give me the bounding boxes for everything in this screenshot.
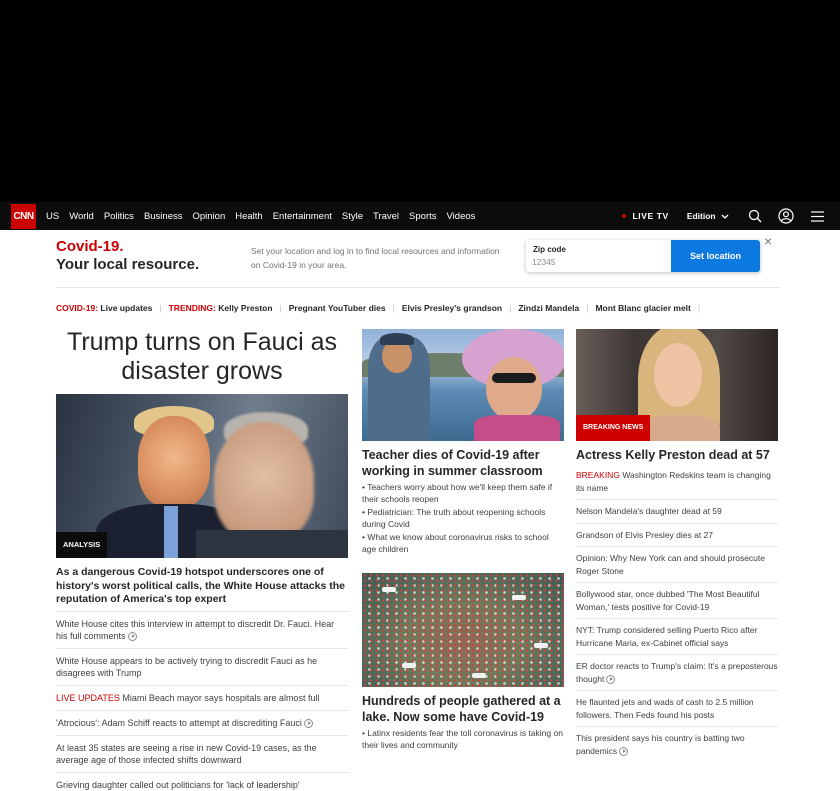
zip-code-label: Zip code: [533, 245, 566, 254]
list-item[interactable]: [576, 468, 778, 499]
list-item[interactable]: [56, 772, 348, 791]
nav-link-travel[interactable]: Travel: [373, 210, 400, 222]
live-updates-link[interactable]: Live updates: [100, 303, 153, 313]
top-story-column: [56, 326, 348, 791]
local-resource-banner: [56, 230, 780, 288]
menu-icon[interactable]: [809, 208, 825, 224]
nav-link-politics[interactable]: Politics: [103, 210, 134, 222]
play-video-icon: [619, 747, 628, 756]
lake-crowd-photo[interactable]: [362, 573, 564, 687]
list-item[interactable]: [576, 499, 778, 523]
photo-detail: [138, 416, 210, 508]
trump-fauci-photo[interactable]: [56, 394, 348, 558]
divider: |: [392, 303, 395, 313]
right-story-list: [576, 468, 778, 762]
nav-links: [46, 211, 485, 222]
trending-item[interactable]: Kelly Preston: [218, 303, 273, 313]
list-item[interactable]: [576, 726, 778, 762]
nav-link-videos[interactable]: Videos: [446, 210, 476, 222]
item-text: White House appears to be actively trying to discredit Fauci as he disagrees with Trump: [56, 655, 318, 678]
item-text: Miami Beach mayor says hospitals are almost full: [122, 692, 320, 703]
item-text: White House cites this interview in attempt to discredit Dr. Fauci. Hear his full comments: [56, 618, 335, 641]
set-location-button[interactable]: Set location: [671, 240, 760, 272]
photo-detail: [512, 595, 526, 600]
bullet-text: What we know about coronavirus risks to school age children: [362, 532, 549, 554]
list-item[interactable]: [56, 735, 348, 772]
kelly-preston-headline[interactable]: Actress Kelly Preston dead at 57: [576, 448, 770, 462]
teacher-photo[interactable]: [362, 329, 564, 441]
bullet-text: Latinx residents fear the toll coronavirus is taking on their lives and community: [362, 728, 563, 750]
trending-item[interactable]: Elvis Presley's grandson: [401, 303, 503, 313]
covid-label: COVID-19:: [56, 303, 99, 313]
divider: |: [697, 303, 701, 313]
banner-description: Set your location and log in to find local resources and information on Covid-19 in your area.: [251, 246, 500, 270]
account-icon[interactable]: [778, 208, 794, 224]
nav-link-style[interactable]: Style: [341, 210, 363, 222]
item-text: Nelson Mandela's daughter dead at 59: [576, 506, 722, 516]
trending-bar: [56, 303, 780, 313]
live-updates-label: LIVE UPDATES: [56, 692, 120, 703]
bullet-text: Teachers worry about how we'll keep them safe if their schools reopen: [362, 482, 553, 504]
item-text: Grandson of Elvis Presley dies at 27: [576, 529, 714, 540]
item-text: Opinion: Why New York can and should prosecute Roger Stone: [576, 553, 766, 576]
top-story-list: [56, 611, 348, 791]
item-text: Grieving daughter called out politicians for 'lack of leadership': [56, 779, 300, 790]
photo-detail: [472, 673, 486, 678]
kelly-preston-photo[interactable]: [576, 329, 778, 441]
top-nav: [0, 202, 840, 230]
lake-related-links: [362, 728, 564, 751]
item-text: 'Atrocious': Adam Schiff reacts to attempt at discrediting Fauci: [56, 717, 302, 728]
photo-detail: [492, 373, 536, 383]
teacher-headline[interactable]: Teacher dies of Covid-19 after working in summer classroom: [362, 448, 543, 478]
divider: |: [159, 303, 162, 313]
zip-code-input[interactable]: [532, 256, 662, 268]
trending-label: TRENDING:: [168, 303, 216, 313]
list-item[interactable]: [576, 654, 778, 690]
photo-detail: [214, 422, 314, 542]
divider: |: [279, 303, 282, 313]
photo-detail: [474, 415, 560, 441]
list-item[interactable]: [56, 611, 348, 648]
analysis-tag: ANALYSIS: [56, 532, 107, 558]
banner-subtitle: Your local resource.: [56, 256, 200, 273]
photo-detail: [654, 343, 702, 407]
lake-headline[interactable]: Hundreds of people gathered at a lake. Now some have Covid-19: [362, 694, 561, 724]
top-headline[interactable]: Trump turns on Fauci as disaster grows: [66, 328, 337, 385]
list-item[interactable]: [56, 710, 348, 735]
play-video-icon: [606, 675, 615, 684]
bullet-link[interactable]: • Latinx residents fear the toll coronavirus is taking on their lives and community: [362, 728, 563, 750]
bullet-text: Pediatrician: The truth about reopening schools during Covid: [362, 507, 546, 529]
bullet-link[interactable]: • Teachers worry about how we'll keep them safe if their schools reopen: [362, 482, 553, 504]
photo-detail: [402, 663, 416, 668]
photo-detail: [382, 587, 396, 592]
play-video-icon: [128, 632, 137, 641]
nav-link-world[interactable]: World: [69, 210, 94, 222]
edition-label: Edition: [686, 211, 716, 221]
trending-item[interactable]: Zindzi Mandela: [518, 303, 580, 313]
search-icon[interactable]: [747, 208, 763, 224]
close-icon[interactable]: ×: [764, 233, 773, 249]
divider: |: [586, 303, 589, 313]
item-text: This president says his country is batting two pandemics: [576, 733, 745, 756]
list-item[interactable]: [576, 690, 778, 726]
teacher-related-links: [362, 482, 564, 555]
list-item[interactable]: [576, 523, 778, 547]
breaking-news-tag: BREAKING NEWS: [576, 415, 650, 441]
live-tv-label: LIVE TV: [632, 211, 669, 221]
list-item[interactable]: [56, 648, 348, 685]
nav-link-entertainment[interactable]: Entertainment: [272, 210, 332, 222]
bullet-link[interactable]: • What we know about coronavirus risks to school age children: [362, 532, 549, 554]
photo-detail: [640, 415, 720, 441]
item-text: ER doctor reacts to Trump's claim: It's a preposterous thought: [576, 661, 778, 684]
nav-link-opinion[interactable]: Opinion: [192, 210, 226, 222]
photo-detail: [486, 357, 542, 421]
photo-detail: [164, 506, 178, 558]
trending-item[interactable]: Pregnant YouTuber dies: [288, 303, 386, 313]
list-item[interactable]: [576, 582, 778, 618]
trending-item[interactable]: Mont Blanc glacier melt: [595, 303, 691, 313]
nav-right: [622, 202, 840, 230]
item-text: He flaunted jets and wads of cash to 2.5 million followers. Then Feds found his posts: [576, 697, 754, 720]
live-tv-link[interactable]: [622, 211, 668, 221]
nav-link-sports[interactable]: Sports: [409, 210, 437, 222]
browser-dark-area: [0, 0, 840, 202]
photo-detail: [380, 333, 414, 345]
bullet-link[interactable]: • Pediatrician: The truth about reopening schools during Covid: [362, 507, 546, 529]
nav-link-us[interactable]: US: [46, 210, 60, 222]
play-video-icon: [304, 719, 313, 728]
item-text: At least 35 states are seeing a rise in new Covid-19 cases, as the average age of those infected shifts downward: [56, 742, 317, 765]
item-text: Bollywood star, once dubbed 'The Most Beautiful Woman,' tests positive for Covid-19: [576, 589, 760, 612]
divider: |: [509, 303, 512, 313]
lead-story-link[interactable]: As a dangerous Covid-19 hotspot underscores one of history's worst political calls, the White House attacks the reputation of America's top expert: [56, 566, 345, 605]
right-column: [576, 329, 778, 762]
item-text: Washington Redskins team is changing its name: [576, 470, 771, 493]
middle-column: [362, 329, 564, 753]
photo-detail: [534, 643, 548, 648]
zip-code-form: [526, 240, 760, 272]
live-dot-icon: [622, 214, 626, 218]
list-item[interactable]: [56, 685, 348, 710]
list-item[interactable]: [576, 618, 778, 654]
breaking-label: BREAKING: [576, 470, 620, 480]
banner-title: Covid-19.: [56, 238, 124, 255]
edition-menu[interactable]: [687, 211, 729, 221]
cnn-logo[interactable]: CNN: [11, 204, 36, 229]
nav-link-business[interactable]: Business: [143, 210, 183, 222]
list-item[interactable]: [576, 546, 778, 582]
nav-link-health[interactable]: Health: [235, 210, 263, 222]
photo-detail: [196, 530, 348, 558]
chevron-down-icon: [721, 214, 729, 220]
item-text: NYT: Trump considered selling Puerto Rico after Hurricane Maria, ex-Cabinet official says: [576, 625, 758, 648]
